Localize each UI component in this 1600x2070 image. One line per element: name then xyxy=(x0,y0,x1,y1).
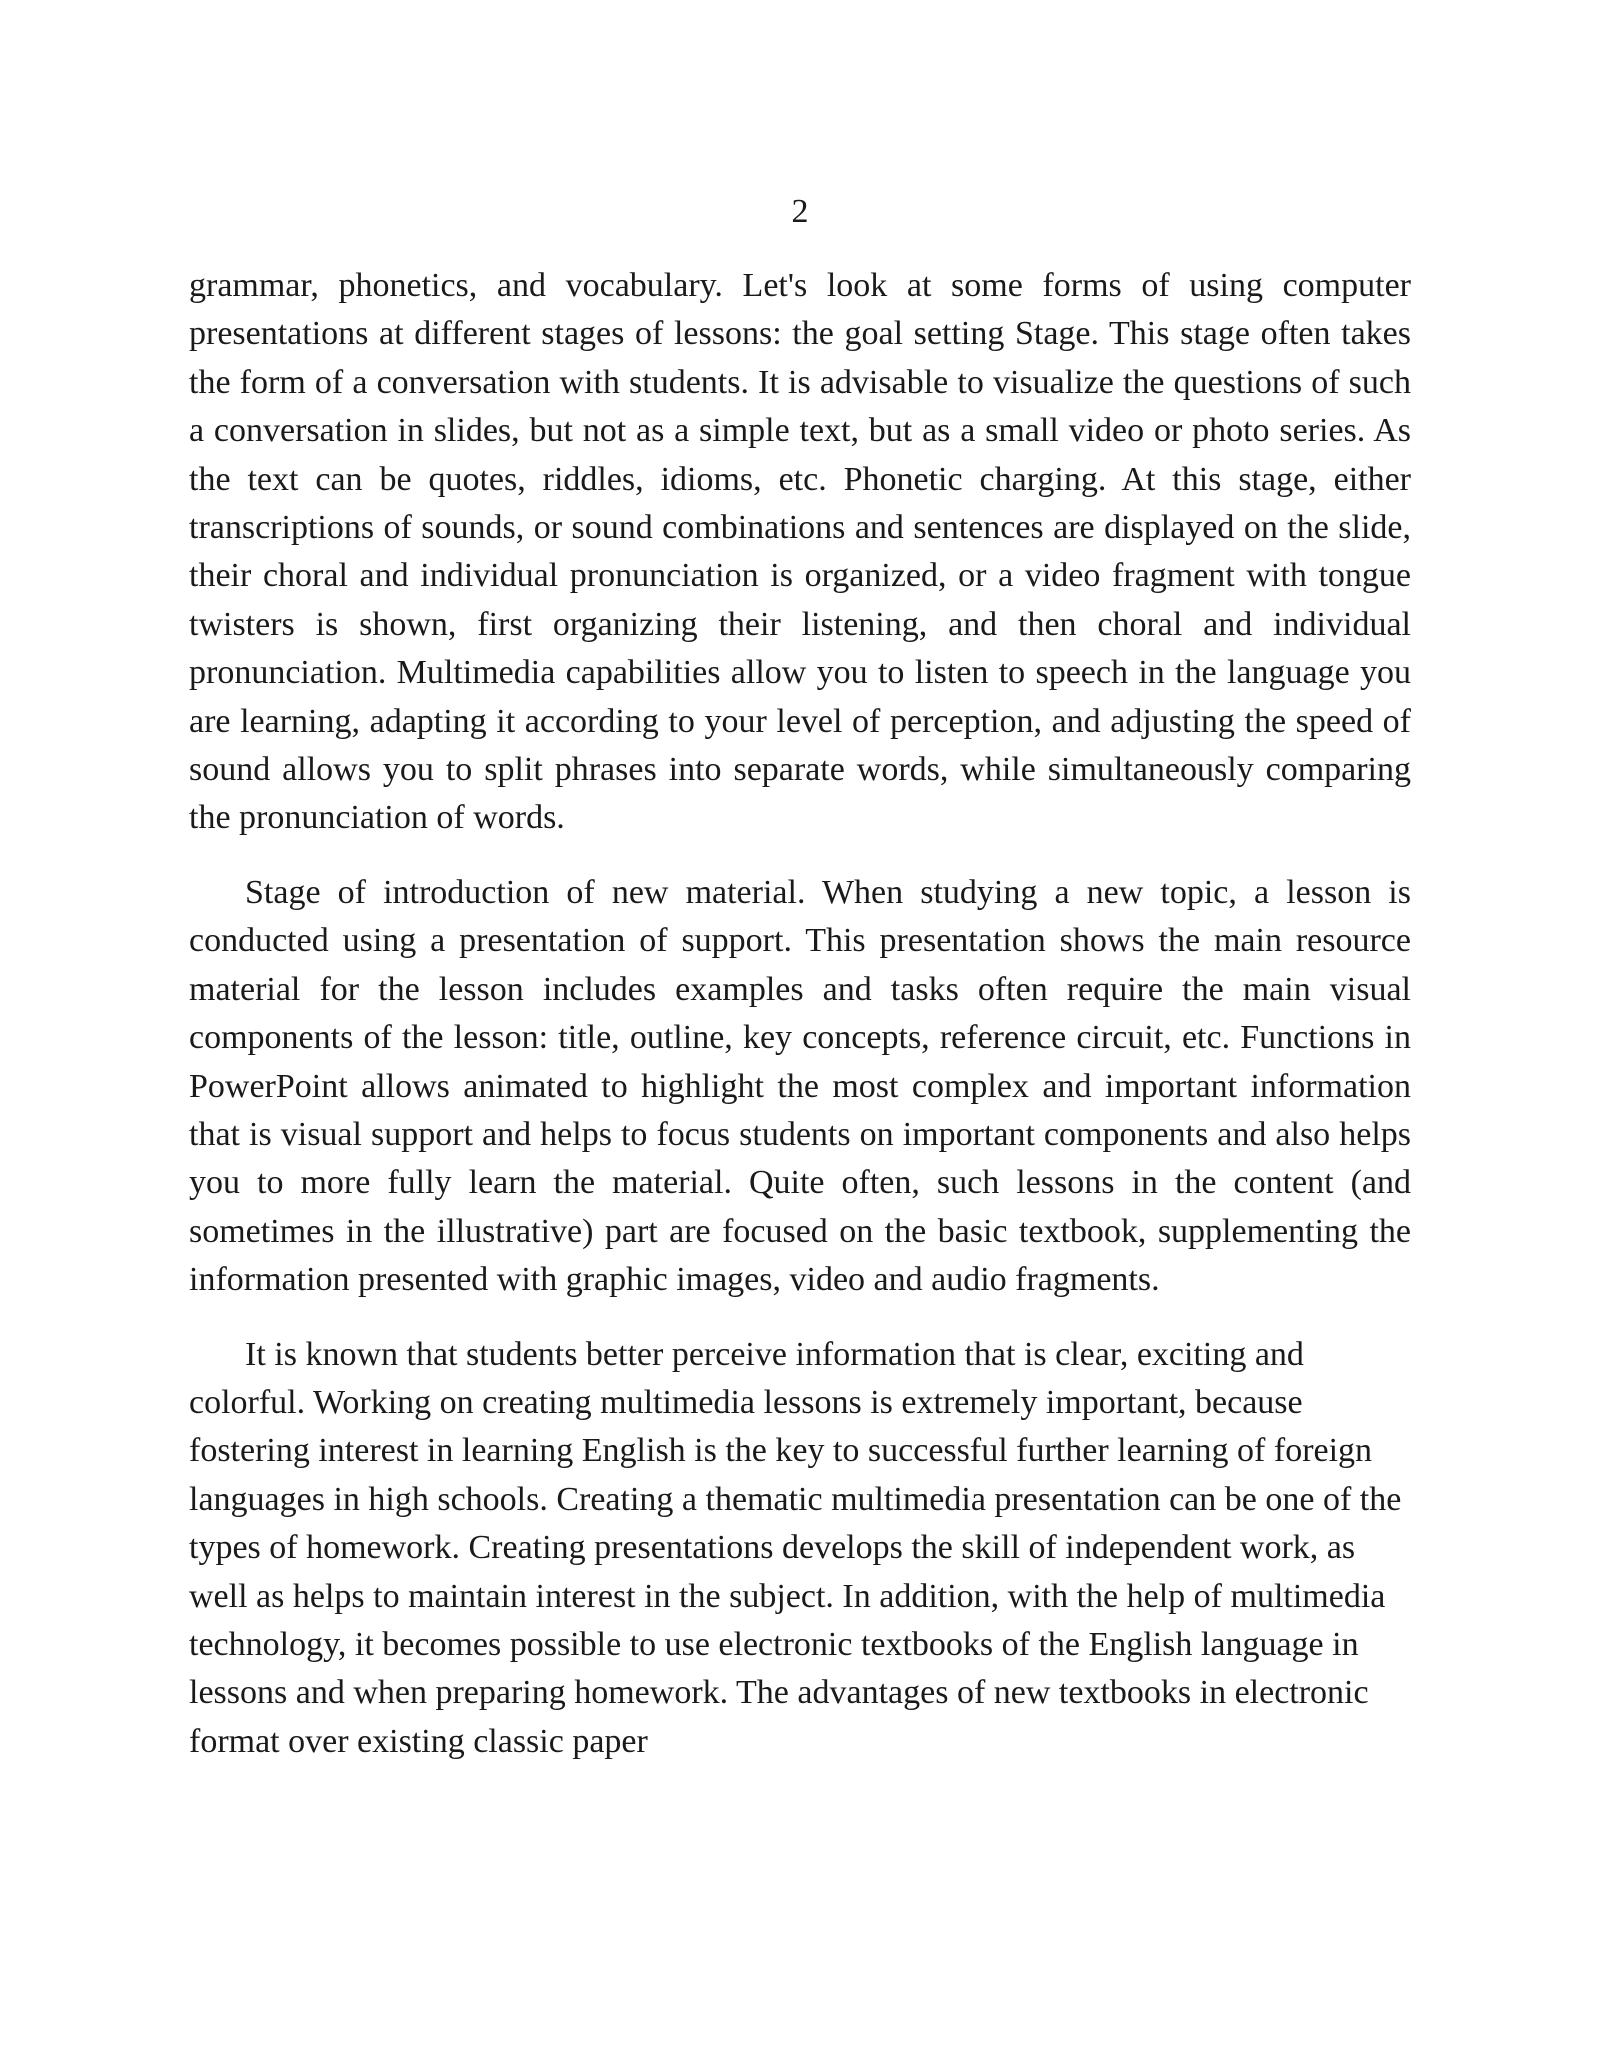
paragraph-multimedia-lessons: It is known that students better perceive information that is clear, exciting and colorful. Working on creating multimedia lessons is extremely important, because fostering interest in learning English is the key to successful further learning of foreign languages in high schools. Creating a thematic multimedia presentation can be one of the types of homework. Creating presentations develops the skill of independent work, as well as helps to maintain interest in the subject. In addition, with the help of multimedia technology, it becomes possible to use electronic textbooks of the English language in lessons and when preparing homework. The advantages of new textbooks in electronic format over existing classic paper xyxy=(189,1335,1402,1760)
page-number: 2 xyxy=(791,193,809,230)
paragraph-goal-setting-and-phonetics: grammar, phonetics, and vocabulary. Let's look at some forms of using computer presentations at different stages of lessons: the goal setting Stage. This stage often takes the form of a conversation with students. It is advisable to visualize the questions of such a conversation in slides, but not as a simple text, but as a small video or photo series. As the text can be quotes, riddles, idioms, etc. Phonetic charging. At this stage, either transcriptions of sounds, or sound combinations and sentences are displayed on the slide, their choral and individual pronunciation is organized, or a video fragment with tongue twisters is shown, first organizing their listening, and then choral and individual pronunciation. Multimedia capabilities allow you to listen to speech in the language you are learning, adapting it according to your level of perception, and adjusting the speed of sound allows you to split phrases into separate words, while simultaneously comparing the pronunciation of words. xyxy=(189,267,1411,837)
paragraph-new-material: Stage of introduction of new material. When studying a new topic, a lesson is conducted using a presentation of support. This presentation shows the main resource material for the lesson includes examples and tasks often require the main visual components of the lesson: title, outline, key concepts, reference circuit, etc. Functions in PowerPoint allows animated to highlight the most complex and important information that is visual support and helps to focus students on important components and also helps you to more fully learn the material. Quite often, such lessons in the content (and sometimes in the illustrative) part are focused on the basic textbook, supplementing the information presented with graphic images, video and audio fragments. xyxy=(189,873,1411,1299)
body-text xyxy=(189,262,1411,1766)
